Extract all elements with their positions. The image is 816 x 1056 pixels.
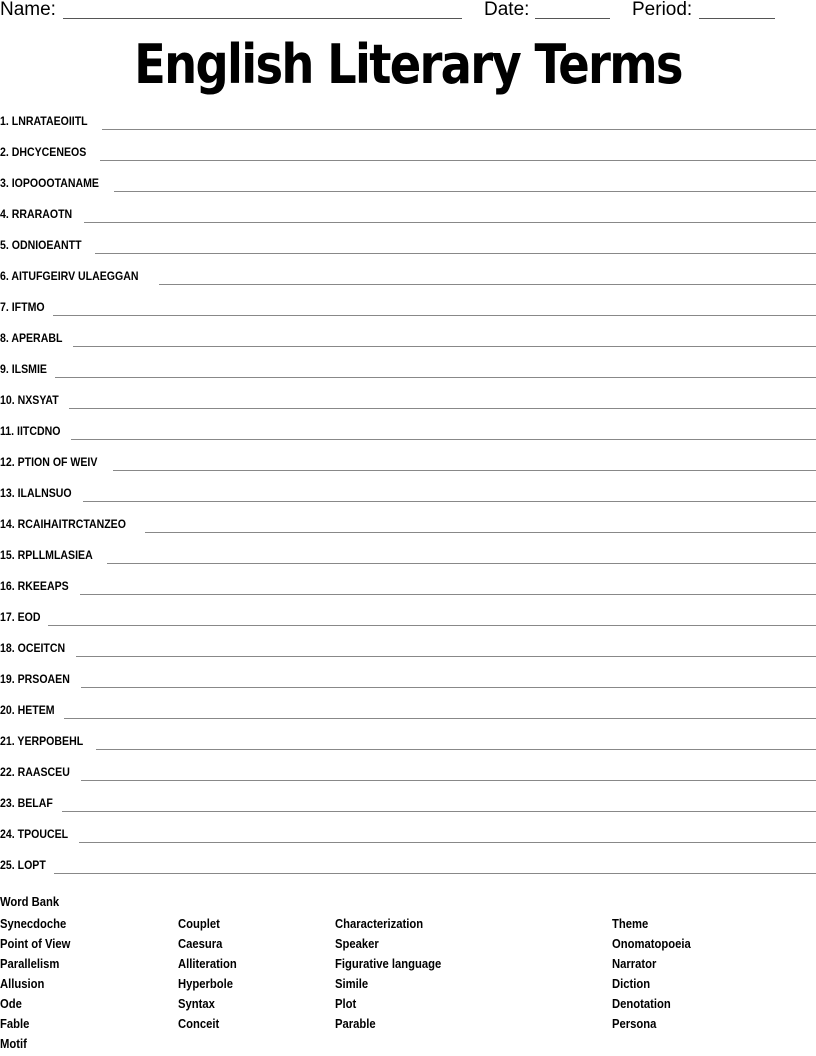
word-bank-term: Simile — [335, 977, 369, 991]
scramble-item — [0, 267, 816, 298]
scrambled-word: 12. PTION OF WEIV — [0, 455, 98, 469]
scrambled-word: 18. OCEITCN — [0, 641, 66, 655]
word-bank-term: Denotation — [612, 997, 671, 1011]
name-label: Name: — [0, 0, 56, 20]
word-bank-term: Conceit — [178, 1017, 220, 1031]
word-bank-term: Couplet — [178, 917, 220, 931]
scrambled-word: 19. PRSOAEN — [0, 672, 70, 686]
date-field-line[interactable] — [535, 18, 610, 19]
word-bank-term: Allusion — [0, 977, 45, 991]
word-bank-column-1 — [0, 914, 78, 1054]
word-bank-title: Word Bank — [0, 895, 60, 909]
scrambled-word: 10. NXSYAT — [0, 393, 59, 407]
answer-line[interactable] — [113, 453, 816, 471]
answer-line[interactable] — [84, 205, 816, 223]
word-bank-term: Alliteration — [178, 957, 237, 971]
scrambled-word: 2. DHCYCENEOS — [0, 145, 87, 159]
answer-line[interactable] — [83, 484, 816, 502]
word-bank-term: Hyperbole — [178, 977, 234, 991]
answer-line[interactable] — [79, 825, 816, 843]
word-bank-term: Parallelism — [0, 957, 60, 971]
scramble-item — [0, 608, 816, 639]
answer-line[interactable] — [54, 856, 816, 874]
word-bank-term: Synecdoche — [0, 917, 67, 931]
answer-line[interactable] — [100, 143, 816, 161]
scrambled-word: 8. APERABL — [0, 331, 63, 345]
word-bank-term: Diction — [612, 977, 651, 991]
scrambled-word: 4. RRARAOTN — [0, 207, 73, 221]
answer-line[interactable] — [114, 174, 816, 192]
answer-line[interactable] — [95, 236, 816, 254]
answer-line[interactable] — [102, 112, 816, 130]
scramble-item — [0, 484, 816, 515]
scramble-item — [0, 112, 816, 143]
scramble-list — [0, 112, 816, 887]
answer-line[interactable] — [69, 391, 816, 409]
scrambled-word: 13. ILALNSUO — [0, 486, 72, 500]
scrambled-word: 14. RCAIHAITRCTANZEO — [0, 517, 126, 531]
answer-line[interactable] — [73, 329, 816, 347]
answer-line[interactable] — [48, 608, 816, 626]
page-title: English Literary Terms — [134, 33, 682, 96]
scramble-item — [0, 298, 816, 329]
scramble-item — [0, 763, 816, 794]
scramble-item — [0, 639, 816, 670]
word-bank-term: Fable — [0, 1017, 30, 1031]
worksheet-header — [0, 0, 816, 22]
scrambled-word: 23. BELAF — [0, 796, 53, 810]
answer-line[interactable] — [80, 577, 816, 595]
answer-line[interactable] — [55, 360, 816, 378]
scrambled-word: 3. IOPOOOTANAME — [0, 176, 99, 190]
word-bank-term: Narrator — [612, 957, 657, 971]
scramble-item — [0, 174, 816, 205]
scramble-item — [0, 236, 816, 267]
answer-line[interactable] — [64, 701, 816, 719]
period-field-line[interactable] — [699, 18, 775, 19]
word-bank-term: Syntax — [178, 997, 215, 1011]
word-bank-term: Persona — [612, 1017, 657, 1031]
word-bank-term: Caesura — [178, 937, 223, 951]
word-bank-term: Speaker — [335, 937, 379, 951]
scrambled-word: 6. AITUFGEIRV ULAEGGAN — [0, 269, 139, 283]
word-bank-term: Parable — [335, 1017, 376, 1031]
answer-line[interactable] — [96, 732, 816, 750]
scrambled-word: 22. RAASCEU — [0, 765, 70, 779]
scrambled-word: 21. YERPOBEHL — [0, 734, 84, 748]
answer-line[interactable] — [76, 639, 816, 657]
answer-line[interactable] — [53, 298, 816, 316]
scramble-item — [0, 360, 816, 391]
scrambled-word: 1. LNRATAEOIITL — [0, 114, 88, 128]
word-bank-column-3 — [335, 914, 453, 1034]
scramble-item — [0, 732, 816, 763]
scramble-item — [0, 422, 816, 453]
scrambled-word: 24. TPOUCEL — [0, 827, 69, 841]
word-bank-term: Theme — [612, 917, 649, 931]
word-bank-term: Ode — [0, 997, 22, 1011]
name-field-line[interactable] — [63, 18, 462, 19]
word-bank-column-4 — [612, 914, 700, 1034]
scramble-item — [0, 546, 816, 577]
scrambled-word: 17. EOD — [0, 610, 41, 624]
scrambled-word: 25. LOPT — [0, 858, 46, 872]
scramble-item — [0, 329, 816, 360]
answer-line[interactable] — [145, 515, 816, 533]
scrambled-word: 7. IFTMO — [0, 300, 45, 314]
scramble-item — [0, 856, 816, 887]
scrambled-word: 11. IITCDNO — [0, 424, 61, 438]
scramble-item — [0, 825, 816, 856]
scramble-item — [0, 453, 816, 484]
answer-line[interactable] — [159, 267, 816, 285]
scrambled-word: 15. RPLLMLASIEA — [0, 548, 93, 562]
answer-line[interactable] — [81, 670, 816, 688]
period-label: Period: — [632, 0, 693, 20]
word-bank-term: Motif — [0, 1037, 27, 1051]
word-bank-term: Figurative language — [335, 957, 442, 971]
scrambled-word: 20. HETEM — [0, 703, 55, 717]
scramble-item — [0, 670, 816, 701]
answer-line[interactable] — [62, 794, 816, 812]
scramble-item — [0, 515, 816, 546]
answer-line[interactable] — [107, 546, 816, 564]
answer-line[interactable] — [71, 422, 816, 440]
word-bank-column-2 — [178, 914, 243, 1034]
scramble-item — [0, 205, 816, 236]
date-label: Date: — [484, 0, 530, 20]
scramble-item — [0, 391, 816, 422]
scramble-item — [0, 794, 816, 825]
scrambled-word: 16. RKEEAPS — [0, 579, 69, 593]
scramble-item — [0, 577, 816, 608]
word-bank-term: Point of View — [0, 937, 71, 951]
scramble-item — [0, 143, 816, 174]
answer-line[interactable] — [81, 763, 816, 781]
word-bank-term: Plot — [335, 997, 357, 1011]
scramble-item — [0, 701, 816, 732]
word-bank-term: Onomatopoeia — [612, 937, 691, 951]
scrambled-word: 5. ODNIOEANTT — [0, 238, 82, 252]
scrambled-word: 9. ILSMIE — [0, 362, 47, 376]
word-bank-term: Characterization — [335, 917, 424, 931]
